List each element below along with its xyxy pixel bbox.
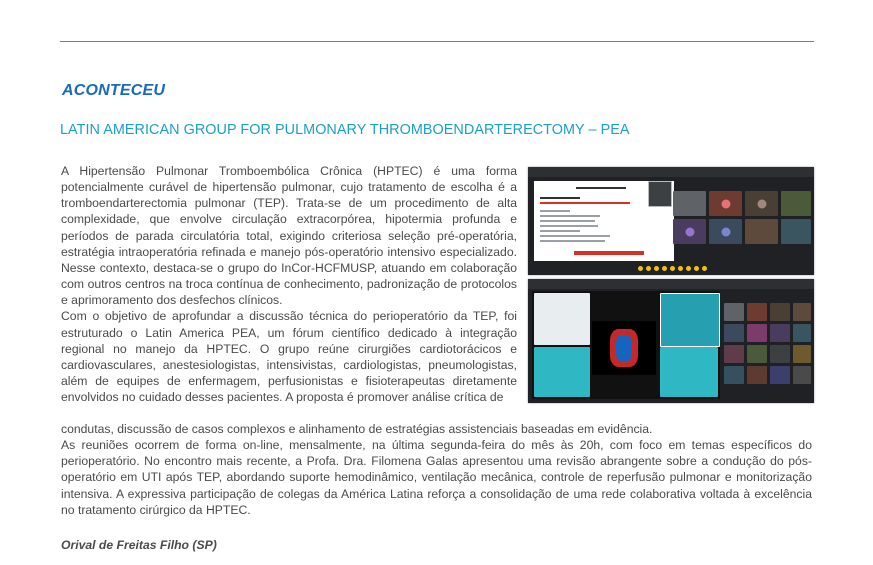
imaging-slide bbox=[532, 291, 720, 399]
article-body-column bbox=[61, 163, 517, 405]
top-rule bbox=[60, 41, 814, 42]
meeting-screenshot-slide bbox=[528, 167, 814, 275]
meeting-title-bar bbox=[528, 167, 814, 177]
meeting-title-bar-2 bbox=[528, 279, 814, 289]
meeting-screenshot-imaging bbox=[528, 279, 814, 403]
paragraph-1: A Hipertensão Pulmonar Tromboembólica Crônica (HPTEC) é uma forma potencialmente curável de hipertensão pulmonar, cujo tratamento de escolha é a tromboendarterectomia pulmonar (TEP). Trata-se de um procedimento de alta complexidade, que envolve circulação extracorpórea, hipotermia profunda e períodos de parada circulatória total, exigindo criteriosa seleção pré-operatória, estratégia intraoperatória refinada e manejo pós-operatório intensivo especializado. Nesse contexto, destaca-se o grupo do InCor-HCFMUSP, atuando em colaboração com outros centros na troca contínua de conhecimento, padronização de protocolos e aprimoramento dos desfechos clínicos. bbox=[61, 164, 517, 308]
paragraph-2: Com o objetivo de aprofundar a discussão técnica do perioperatório da TEP, foi estruturado o Latin America PEA, um fórum científico dedicado à integração regional no manejo da HPTEC. O grupo reúne cirurgiões cardiotorácicos e cardiovasculares, anestesiologistas, intensivistas, cardiologistas, pneumologistas, além de equipes de enfermagem, perfusionistas e fisioterapeutas diretamente envolvidos no cuidado desses pacientes. A proposta é promover análise crítica de bbox=[61, 309, 517, 405]
paragraph-2-continued: condutas, discussão de casos complexos e alinhamento de estratégias assistenciais baseadas em evidência. bbox=[61, 422, 653, 436]
article-headline: LATIN AMERICAN GROUP FOR PULMONARY THROMBOENDARTERECTOMY – PEA bbox=[60, 122, 630, 138]
author-signature: Orival de Freitas Filho (SP) bbox=[61, 538, 217, 552]
section-label: ACONTECEU bbox=[62, 82, 166, 99]
article-body-full bbox=[61, 421, 812, 518]
paragraph-3: As reuniões ocorrem de forma on-line, mensalmente, na última segunda-feira do mês às 20h, com foco em temas específicos do perioperatório. No encontro mais recente, a Profa. Dra. Filomena Galas apresentou uma revisão abrangente sobre a condução do pós-operatório em UTI após TEP, abordando suporte hemodinâmico, ventilação mecânica, controle de reperfusão pulmonar e monitorização intensiva. A expressiva participação de colegas da América Latina reforça a consolidação de uma rede colaborativa voltada à excelência no tratamento cirúrgico da HPTEC. bbox=[61, 438, 812, 517]
